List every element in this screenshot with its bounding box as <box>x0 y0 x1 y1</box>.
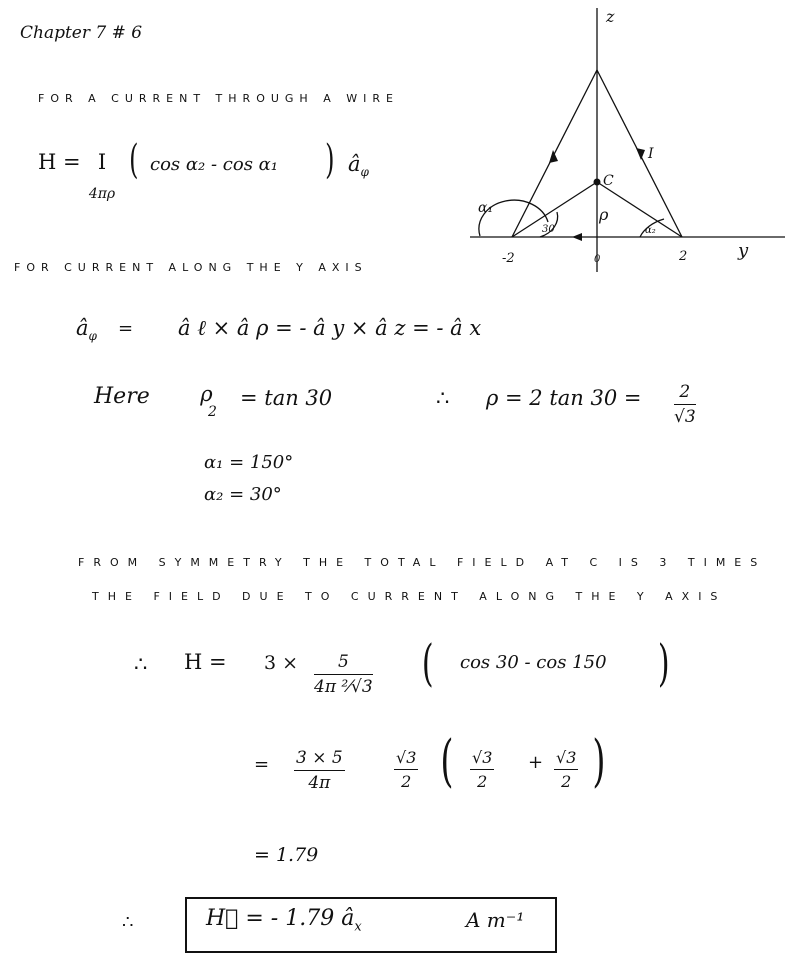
alpha1-value: α₁ = 150° <box>204 452 294 473</box>
diagram-y-label: y <box>738 240 749 261</box>
intro-line: FOR A CURRENT THROUGH A WIRE <box>38 92 399 105</box>
rho-result: ρ = 2 tan 30 = <box>486 386 642 410</box>
rho-over-2 <box>196 384 217 419</box>
intro-eq-num: I <box>97 150 107 174</box>
calc-paren-1-body: cos 30 - cos 150 <box>460 652 607 673</box>
calc-paren-2-right: ) <box>592 729 606 794</box>
rho-result-fraction <box>674 384 696 426</box>
unit-subscript: φ <box>360 165 369 180</box>
aphi-symbol: â <box>76 316 89 340</box>
calc-fraction-3 <box>394 750 418 790</box>
diagram-rho-label: ρ <box>599 205 609 224</box>
answer-subscript: x <box>354 919 362 935</box>
point-c <box>594 179 601 186</box>
diagram-alpha2-label: α₂ <box>645 225 656 236</box>
calc-eq-2: = <box>254 754 270 775</box>
frac3-den: 2 <box>401 772 412 791</box>
frac4-den: 2 <box>477 772 488 791</box>
alpha2-value: α₂ = 30° <box>204 484 282 505</box>
intro-eq-body: cos α₂ - cos α₁ <box>150 154 279 175</box>
symmetry-line-1: FROM SYMMETRY THE TOTAL FIELD AT C IS 3 TIMES <box>78 556 767 569</box>
therefore-2: ∴ <box>134 652 148 676</box>
intro-eq-lhs: H = <box>38 150 81 174</box>
frac1-num: 5 <box>314 654 373 675</box>
frac5-den: 2 <box>561 772 572 791</box>
unit-symbol: â <box>348 152 361 176</box>
intro-paren-right: ) <box>325 137 335 183</box>
answer-text <box>206 908 362 933</box>
rho-result-num: 2 <box>674 384 696 405</box>
tick-0: 0 <box>594 254 601 265</box>
frac1-den: 4π ²⁄√3 <box>314 677 373 697</box>
calc-paren-2-left: ( <box>440 729 454 794</box>
calc-paren-1-right: ) <box>657 634 670 692</box>
rho-eq-tan: = tan 30 <box>240 386 333 410</box>
frac2-den: 4π <box>308 773 331 793</box>
frac3-num: √3 <box>394 750 418 770</box>
intro-unit-vector <box>348 154 369 178</box>
frac2-num: 3 × 5 <box>294 750 345 771</box>
calc-plus: + <box>528 752 544 773</box>
calc-fraction-4 <box>470 750 494 790</box>
aphi-lhs <box>76 318 97 342</box>
current-arrow-left <box>549 150 558 163</box>
therefore-1: ∴ <box>436 386 450 410</box>
tick-2: 2 <box>679 249 688 264</box>
diagram-alpha1-label: α₁ <box>478 200 494 216</box>
aphi-equals: = <box>118 318 134 339</box>
aphi-subscript: φ <box>88 329 97 344</box>
diagram-angle-label: 30 <box>542 224 555 235</box>
intro-eq-den: 4πρ <box>88 186 116 202</box>
calc-fraction-1 <box>314 654 373 696</box>
calc-result: = 1.79 <box>254 844 319 866</box>
wire-geometry-diagram <box>0 0 785 300</box>
line-c-right <box>597 182 682 237</box>
calc-h-label: H = <box>184 650 227 674</box>
rho-result-den: √3 <box>674 407 696 427</box>
intro-paren-left: ( <box>129 137 139 183</box>
axis-arrow <box>572 233 582 241</box>
answer-expression: H⃗ = - 1.79 â <box>206 906 355 931</box>
section-heading-y-axis: FOR CURRENT ALONG THE Y AXIS <box>14 261 368 274</box>
current-arrow-right <box>636 148 645 160</box>
symmetry-line-2: THE FIELD DUE TO CURRENT ALONG THE Y AXIS <box>92 590 727 603</box>
calc-paren-1-left: ( <box>421 634 434 692</box>
therefore-3: ∴ <box>122 912 134 933</box>
here-label: Here <box>94 384 150 409</box>
calc-coef: 3 × <box>264 652 299 674</box>
diagram-c-label: C <box>603 173 614 189</box>
rho-frac-num: ρ <box>200 382 213 406</box>
diagram-i-label: I <box>648 146 654 162</box>
frac4-num: √3 <box>470 750 494 770</box>
frac5-num: √3 <box>554 750 578 770</box>
intro-eq-fraction <box>84 152 120 201</box>
calc-fraction-5 <box>554 750 578 790</box>
tick-neg2: -2 <box>502 251 515 266</box>
page-title: Chapter 7 # 6 <box>20 23 143 43</box>
answer-units: A m⁻¹ <box>466 908 525 932</box>
aphi-rhs: â ℓ × â ρ = - â y × â z = - â x <box>178 316 482 340</box>
rho-frac-den: 2 <box>208 404 217 420</box>
calc-fraction-2 <box>294 750 345 792</box>
diagram-z-label: z <box>606 7 615 26</box>
